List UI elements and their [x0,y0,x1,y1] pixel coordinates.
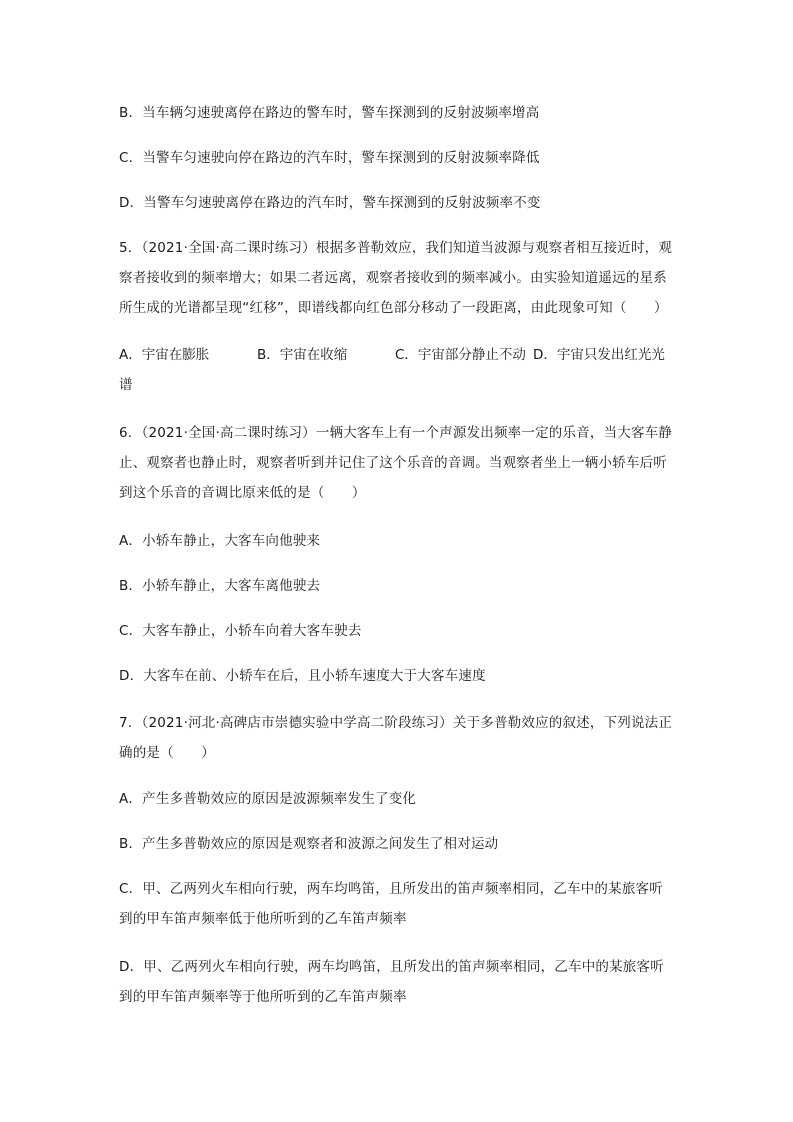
option-c-prev-question: C．当警车匀速驶向停在路边的汽车时，警车探测到的反射波频率降低 [119,150,540,166]
question-6-option-b: B．小轿车静止，大客车离他驶去 [119,578,321,594]
question-5-line-2: 察者接收到的频率增大；如果二者远离，观察者接收到的频率减小。由实验知道遥远的星系 [119,270,667,286]
question-5-option-d: D．宇宙只发出红光光 [533,347,665,363]
question-6-option-c: C．大客车静止，小轿车向着大客车驶去 [119,623,362,639]
question-7-line-2: 确的是（ ） [119,745,215,761]
question-5-options [119,346,679,364]
question-6-line-3: 到这个乐音的音调比原来低的是（ ） [119,485,366,501]
question-5-line-3: 所生成的光谱都呈现“红移”，即谱线都向红色部分移动了一段距离，由此现象可知（ ） [119,300,668,316]
question-7-option-c-line-2: 到的甲车笛声频率低于他所听到的乙车笛声频率 [119,911,407,927]
option-d-prev-question: D．当警车匀速驶离停在路边的汽车时，警车探测到的反射波频率不变 [119,195,541,211]
question-6-line-1: 6．（2021·全国·高二课时练习）一辆大客车上有一个声源发出频率一定的乐音，当大客车静 [119,425,673,441]
question-5-option-d-wrap: 谱 [119,377,133,393]
question-5-option-b: B．宇宙在收缩 [257,347,348,363]
question-7-option-a: A．产生多普勒效应的原因是波源频率发生了变化 [119,791,417,807]
question-5-line-1: 5．（2021·全国·高二课时练习）根据多普勒效应，我们知道当波源与观察者相互接近时，观 [119,240,673,256]
question-5-option-c: C．宇宙部分静止不动 [395,347,526,363]
question-6-option-a: A．小轿车静止，大客车向他驶来 [119,533,321,549]
question-7-line-1: 7．（2021·河北·高碑店市崇德实验中学高二阶段练习）关于多普勒效应的叙述，下列说法正 [119,715,673,731]
question-7-option-d-line-1: D．甲、乙两列火车相向行驶，两车均鸣笛，且所发出的笛声频率相同，乙车中的某旅客听 [119,959,664,975]
question-7-option-d-line-2: 到的甲车笛声频率等于他所听到的乙车笛声频率 [119,989,407,1005]
question-6-option-d: D．大客车在前、小轿车在后，且小轿车速度大于大客车速度 [119,668,486,684]
question-6-line-2: 止、观察者也静止时，观察者听到并记住了这个乐音的音调。当观察者坐上一辆小轿车后听 [119,455,667,471]
question-5-option-a: A．宇宙在膨胀 [119,347,210,363]
question-7-option-b: B．产生多普勒效应的原因是观察者和波源之间发生了相对运动 [119,836,499,852]
option-b-prev-question: B．当车辆匀速驶离停在路边的警车时，警车探测到的反射波频率增高 [119,105,540,121]
question-7-option-c-line-1: C．甲、乙两列火车相向行驶，两车均鸣笛，且所发出的笛声频率相同，乙车中的某旅客听 [119,881,663,897]
